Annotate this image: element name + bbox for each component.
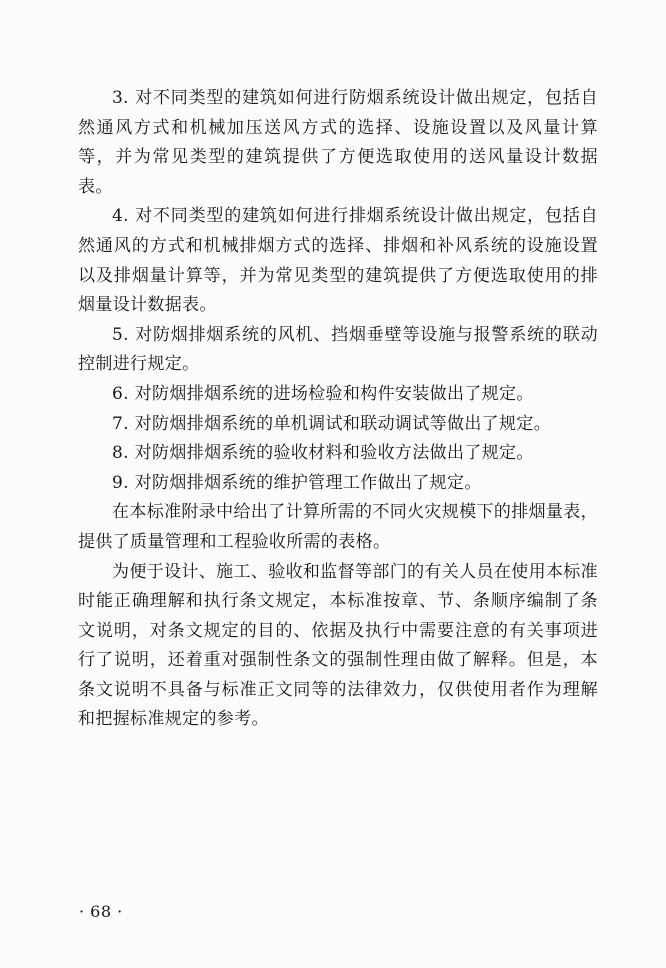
paragraph-appendix-note: 在本标准附录中给出了计算所需的不同火灾规模下的排烟量表，提供了质量管理和工程验收所需的表格。 [78,502,598,552]
paragraph-item-5: 5. 对防烟排烟系统的风机、挡烟垂壁等设施与报警系统的联动控制进行规定。 [78,324,598,375]
paragraph-item-6: 6. 对防烟排烟系统的进场检验和构件安装做出了规定。 [112,383,534,404]
paragraph-explanation-note: 为便于设计、施工、验收和监督等部门的有关人员在使用本标准时能正确理解和执行条文规定，本标准按章、节、条顺序编制了条文说明，对条文规定的目的、依据及执行中需要注意的有关事项进行了说明，还着重对强制性条文的强制性理由做了解释。但是，本条文说明不具备与标准正文同等的法律效力，仅供使用者作为理解和把握标准规定的参考。 [78,561,598,730]
paragraph-item-4: 4. 对不同类型的建筑如何进行排烟系统设计做出规定，包括自然通风的方式和机械排烟方式的选择、排烟和补风系统的设施设置以及排烟量计算等，并为常见类型的建筑提供了方便选取使用的排烟量设计数据表。 [78,206,598,316]
paragraph-item-8: 8. 对防烟排烟系统的验收材料和验收方法做出了规定。 [112,443,534,464]
page-content [78,84,598,735]
paragraph-item-3: 3. 对不同类型的建筑如何进行防烟系统设计做出规定，包括自然通风方式和机械加压送风方式的选择、设施设置以及风量计算等，并为常见类型的建筑提供了方便选取使用的送风量设计数据表。 [78,88,598,197]
page-number: · 68 · [79,902,123,921]
paragraph-item-9: 9. 对防烟排烟系统的维护管理工作做出了规定。 [112,472,482,493]
paragraph-item-7: 7. 对防烟排烟系统的单机调试和联动调试等做出了规定。 [112,413,552,434]
